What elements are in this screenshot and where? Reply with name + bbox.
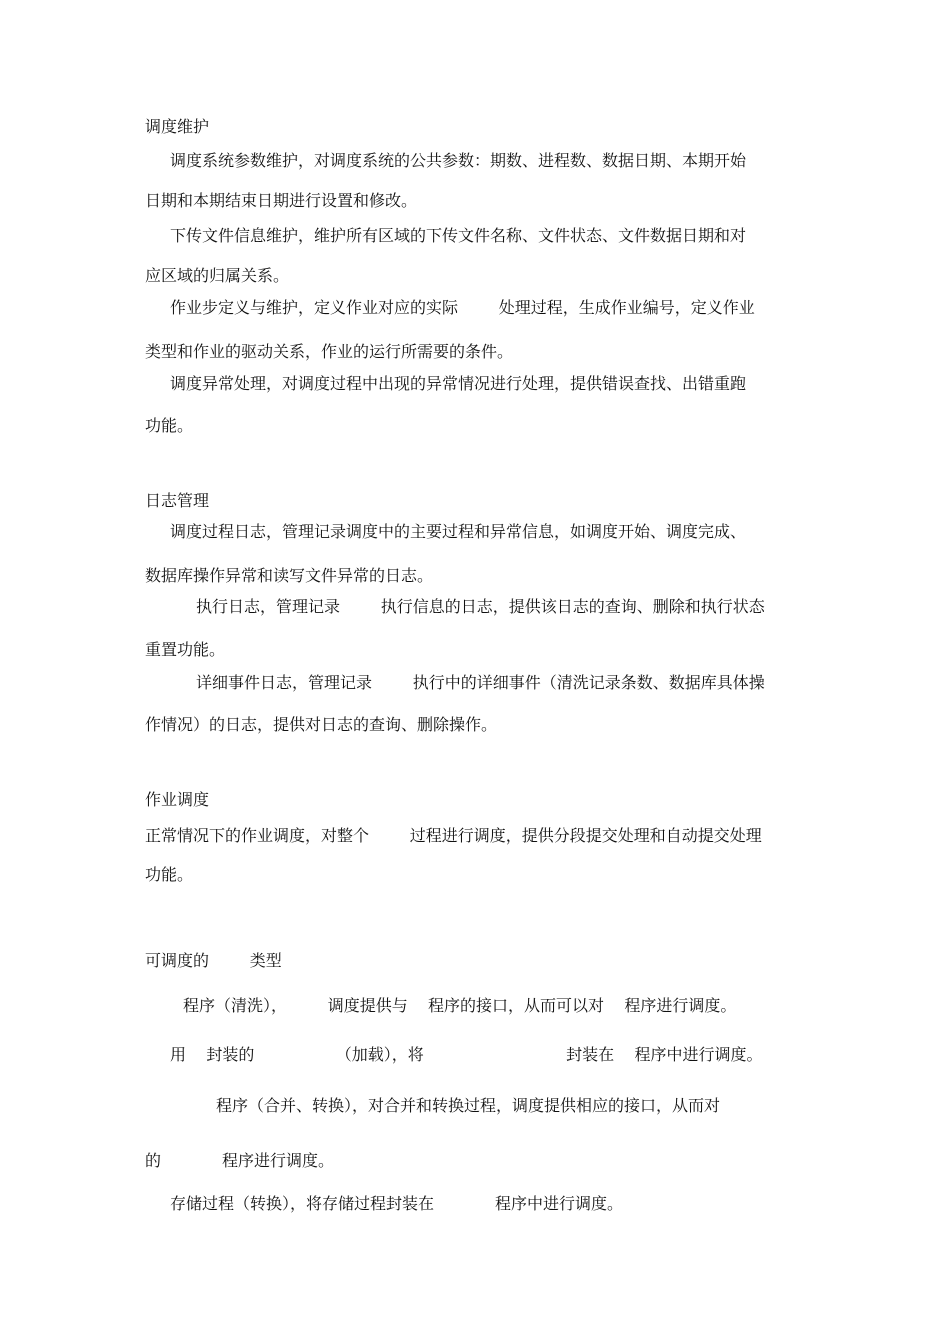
paragraph-line: 应区域的归属关系。 [145,266,290,285]
paragraph-line: 类型和作业的驱动关系，作业的运行所需要的条件。 [145,342,514,361]
section-heading-log-management: 日志管理 [145,491,210,510]
paragraph-line: 详细事件日志，管理记录 执行中的详细事件（清洗记录条数、数据库具体操 [196,673,765,692]
paragraph-line: 功能。 [145,416,194,435]
paragraph-line: 日期和本期结束日期进行设置和修改。 [145,191,418,210]
paragraph-line: 程序（清洗）， 调度提供与 程序的接口，从而可以对 程序进行调度。 [183,996,737,1015]
section-heading-job-scheduling: 作业调度 [145,790,210,809]
paragraph-line: 调度系统参数维护，对调度系统的公共参数：期数、进程数、数据日期、本期开始 [170,151,747,170]
section-heading-schedulable-types: 可调度的 类型 [145,951,282,970]
paragraph-line: 的 程序进行调度。 [145,1151,335,1170]
section-heading-schedule-maintenance: 调度维护 [145,117,210,136]
paragraph-line: 执行日志，管理记录 执行信息的日志，提供该日志的查询、删除和执行状态 [196,597,765,616]
paragraph-line: 正常情况下的作业调度，对整个 过程进行调度，提供分段提交处理和自动提交处理 [145,826,762,845]
paragraph-line: 存储过程（转换），将存储过程封装在 程序中进行调度。 [170,1194,624,1213]
paragraph-line: 重置功能。 [145,640,226,659]
paragraph-line: 调度异常处理，对调度过程中出现的异常情况进行处理，提供错误查找、出错重跑 [170,374,747,393]
paragraph-line: 调度过程日志，管理记录调度中的主要过程和异常信息，如调度开始、调度完成、 [170,522,747,541]
paragraph-line: 作业步定义与维护，定义作业对应的实际 处理过程，生成作业编号，定义作业 [170,298,755,317]
paragraph-line: 作情况）的日志，提供对日志的查询、删除操作。 [145,715,498,734]
paragraph-line: 程序（合并、转换），对合并和转换过程，调度提供相应的接口，从而对 [216,1096,721,1115]
paragraph-line: 用 封装的 （加载），将 封装在 程序中进行调度。 [170,1045,763,1064]
paragraph-line: 功能。 [145,865,194,884]
paragraph-line: 下传文件信息维护，维护所有区域的下传文件名称、文件状态、文件数据日期和对 [170,226,747,245]
paragraph-line: 数据库操作异常和读写文件异常的日志。 [145,566,434,585]
